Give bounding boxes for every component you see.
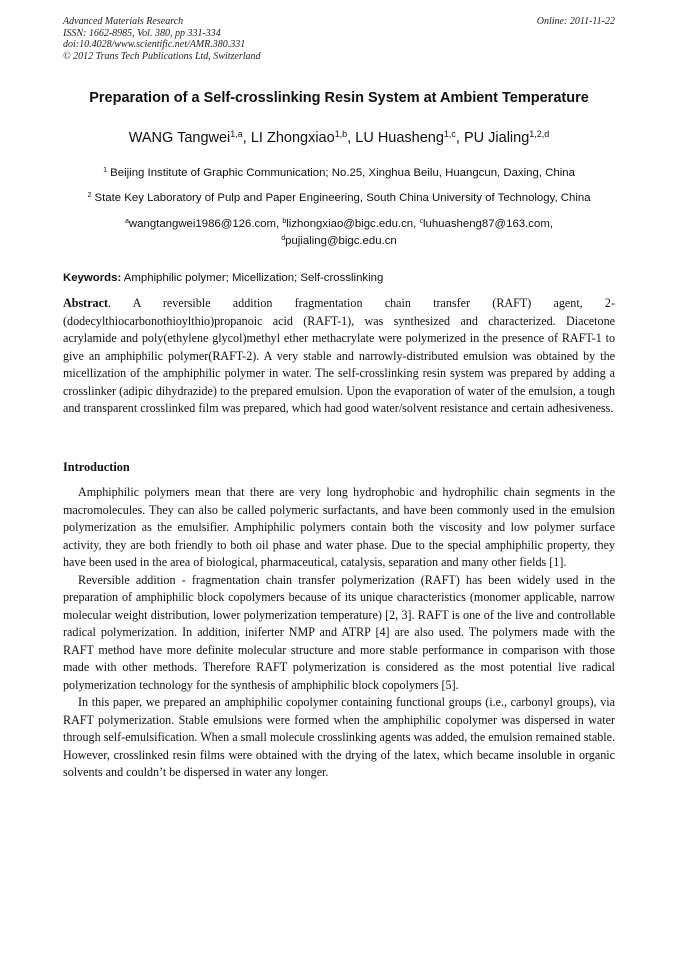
author-list: [40, 130, 638, 146]
affiliation-number: 1: [103, 167, 107, 175]
email-address[interactable]: lizhongxiao@bigc.edu.cn: [286, 218, 414, 230]
author-name: PU Jialing: [463, 130, 530, 146]
abstract: [63, 295, 615, 418]
keywords: [63, 272, 615, 284]
email-address[interactable]: wangtangwei1986@126.com: [128, 218, 277, 230]
email-address[interactable]: pujialing@bigc.edu.cn: [285, 235, 397, 247]
online-date: Online: 2011-11-22: [536, 16, 615, 27]
doi-line: doi:10.4028/www.scientific.net/AMR.380.331: [63, 39, 246, 50]
affiliation-text: Beijing Institute of Graphic Communication; No.25, Xinghua Beilu, Huangcun, Daxing, China: [110, 167, 575, 179]
affiliation-1: [56, 167, 622, 179]
email-line: [63, 233, 615, 250]
paragraph: Amphiphilic polymers mean that there are very long hydrophobic and hydrophilic chain segments in the macromolecules. They can also be called polymeric surfactants, and have been commonly used in the emulsion polymerization as the emulsifier. Amphiphilic polymers contain both the viscosity and low polymer surface activity, they are both friendly to both oil phase and water phase. Due to the special amphiphilic property, they have been used in the area of biological, pharmaceutical, catalysis, separation and many other fields [1].: [63, 485, 615, 569]
affiliation-text: State Key Laboratory of Pulp and Paper Engineering, South China University of Technology, China: [94, 192, 591, 204]
keywords-label: Keywords:: [63, 272, 122, 284]
abstract-text: . A reversible addition fragmentation chain transfer (RAFT) agent, 2-(dodecylthiocarbonothioylthio)propanoic acid (RAFT-1), was synthesized and characterized. Diacetone acrylamide and poly(ethylene glycol)methyl ether methacrylate were polymerized in the presence of RAFT-1 to give an amphiphilic polymer(RAFT-2). A very stable and narrowly-distributed emulsion was obtained by the micellization of the amphiphilic polymer in water. The self-crosslinking resin system was prepared by adding a crosslinker (adipic dihydrazide) to the prepared emulsion. Upon the evaporation of water of the emulsion, a tough and transparent crosslinked film was prepared, which had good water/solvent resistance and certain adhesiveness.: [63, 296, 615, 415]
introduction-body: [63, 484, 615, 782]
section-heading-introduction: Introduction: [63, 460, 130, 474]
copyright-line: © 2012 Trans Tech Publications Ltd, Switzerland: [63, 50, 261, 62]
issn-line: ISSN: 1662-8985, Vol. 380, pp 331-334: [63, 27, 221, 39]
email-list: [63, 216, 615, 250]
keywords-text: Amphiphilic polymer; Micellization; Self-crosslinking: [121, 272, 384, 284]
abstract-label: Abstract: [63, 296, 109, 310]
affiliation-number: 2: [87, 192, 92, 200]
author-name: WANG Tangwei: [128, 130, 231, 146]
email-line: [63, 216, 615, 233]
journal-name: Advanced Materials Research: [63, 16, 184, 27]
email-address[interactable]: luhuasheng87@163.com: [422, 218, 550, 230]
affiliation-2: [56, 192, 622, 204]
email-separator: ,: [276, 218, 283, 230]
email-mark: c: [419, 218, 423, 226]
author-affiliation-mark: 1,2,d: [529, 129, 550, 140]
paragraph: In this paper, we prepared an amphiphilic copolymer containing functional groups (i.e., carbonyl groups), via RAFT polymerization. Stable emulsions were formed when the amphiphilic copolymer was dispersed in water through self-emulsification. When a small molecule crosslinking agents was added, the emulsion remained stable. However, crosslinked resin films were obtained with the drying of the latex, which became insoluble in organic solvents and couldn’t be dispersed in water any longer.: [63, 695, 615, 779]
author-name: LI Zhongxiao: [250, 130, 335, 146]
paper-title: Preparation of a Self-crosslinking Resin System at Ambient Temperature: [89, 90, 589, 106]
author-affiliation-mark: 1,b: [334, 129, 348, 140]
email-mark: b: [282, 218, 287, 226]
author-affiliation-mark: 1,c: [443, 129, 456, 140]
author-separator: ,: [242, 130, 251, 146]
author-name: LU Huasheng: [355, 130, 444, 146]
email-mark: a: [125, 218, 129, 226]
email-mark: d: [281, 235, 286, 243]
journal-header: [63, 16, 615, 62]
author-separator: ,: [347, 130, 356, 146]
email-separator: ,: [549, 218, 553, 230]
paragraph: Reversible addition - fragmentation chain transfer polymerization (RAFT) has been widely used in the preparation of amphiphilic block copolymers because of its unique characteristics (monomer applicable, narrow molecular weight distribution, lower polymerization temperature) [2, 3]. RAFT is one of the live and controllable radical polymerization. In addition, iniferter NMP and ATRP [4] are also used. The polymers made with the RAFT method have more definite molecular structure and more stable performance in comparison with those made with other methods. Therefore RAFT polymerization is considered as the most potential live radical polymerization technology for the synthesis of amphiphilic block copolymers [5].: [63, 572, 615, 692]
author-affiliation-mark: 1,a: [230, 129, 243, 140]
author-separator: ,: [455, 130, 464, 146]
email-separator: ,: [413, 218, 420, 230]
